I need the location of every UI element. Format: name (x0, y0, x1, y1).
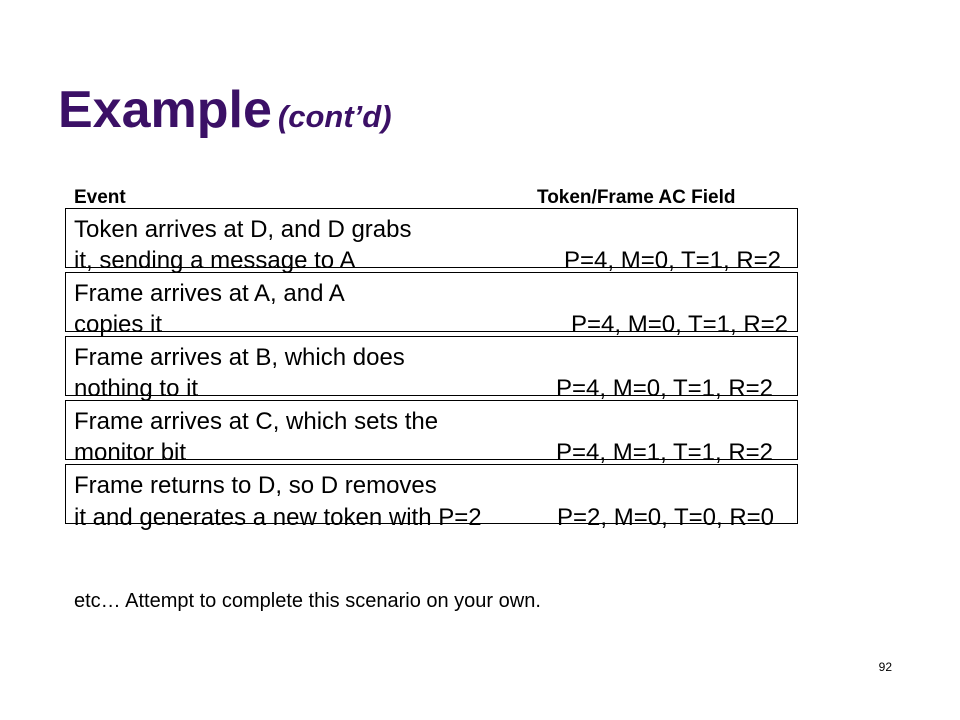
event-text-line1: Frame arrives at A, and A (74, 280, 345, 307)
event-text-line2: it, sending a message to A (74, 247, 356, 274)
event-text-line1: Token arrives at D, and D grabs (74, 216, 412, 243)
event-text-line2: monitor bit (74, 439, 187, 466)
event-text-line2: it and generates a new token with P=2 (74, 504, 482, 531)
header-event: Event (74, 187, 126, 208)
footer-note: etc… Attempt to complete this scenario on your own. (74, 590, 541, 612)
ac-field-value: P=4, M=0, T=1, R=2 (571, 311, 789, 338)
ac-field-value: P=4, M=0, T=1, R=2 (564, 247, 782, 274)
event-text-line1: Frame arrives at C, which sets the (74, 408, 439, 435)
title-main: Example (58, 81, 272, 139)
header-ac-field: Token/Frame AC Field (537, 187, 736, 208)
ac-field-value: P=4, M=1, T=1, R=2 (556, 439, 774, 466)
event-text-line1: Frame returns to D, so D removes (74, 472, 437, 499)
event-text-line1: Frame arrives at B, which does (74, 344, 405, 371)
ac-field-value: P=2, M=0, T=0, R=0 (557, 504, 775, 531)
page-number: 92 (878, 660, 892, 674)
ac-field-value: P=4, M=0, T=1, R=2 (556, 375, 774, 402)
title-subtitle: (cont’d) (277, 99, 392, 134)
event-text-line2: nothing to it (74, 375, 199, 402)
slide-title (58, 80, 392, 147)
event-text-line2: copies it (74, 311, 163, 338)
